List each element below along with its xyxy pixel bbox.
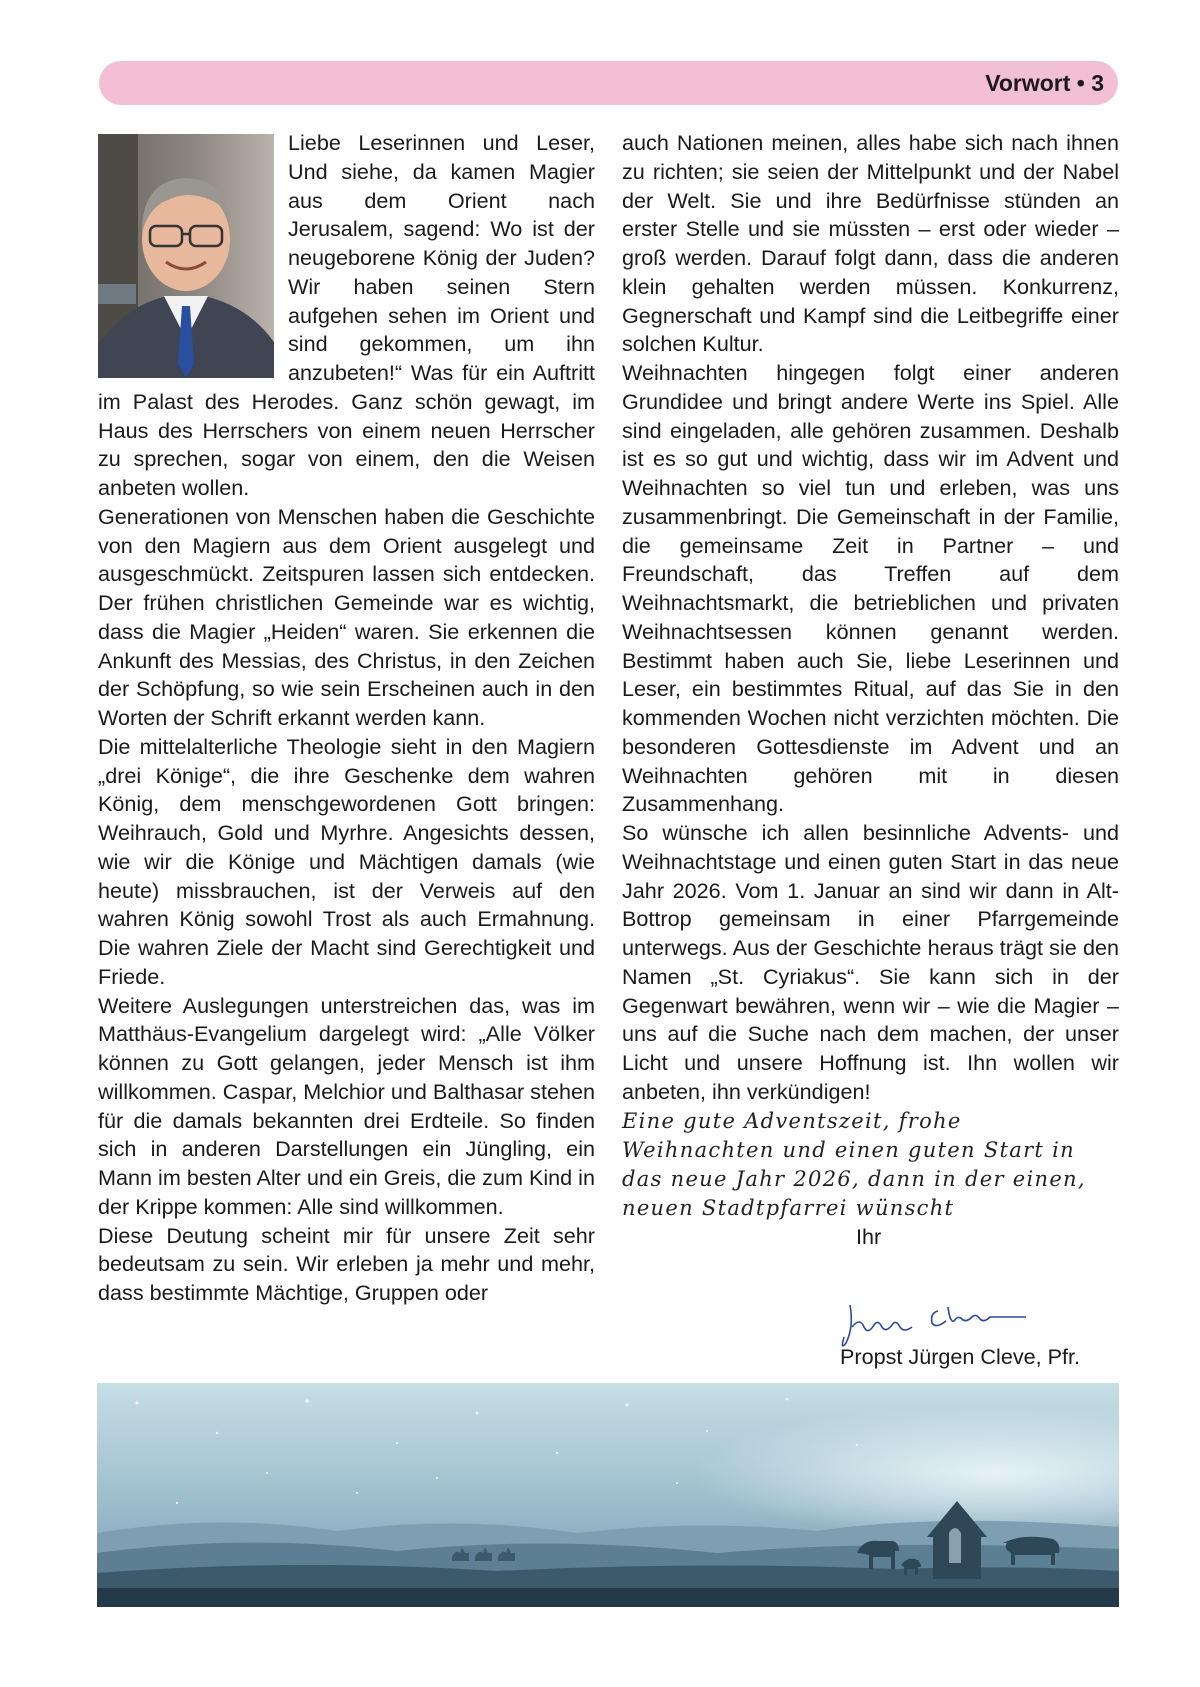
paragraph: Generationen von Menschen haben die Geschichte von den Magiern aus dem Orient ausgelegt und ausgeschmückt. Zeitspuren lassen sich entdecken. Der frühen christlichen Gemeinde war es wichtig, dass die Magier „Heiden“ waren. Sie erkennen die Ankunft des Messias, des Christus, in den Zeichen der Schöpfung, so wie sein Erscheinen auch in den Worten der Schrift erkannt werden kann. (98, 503, 595, 730)
handwritten-greeting: Eine gute Adventszeit, frohe Weihnachten und einen guten Start in das neue Jahr 2026, dann in der einen, neuen Stadtpfarrei wünscht (622, 1108, 1086, 1220)
signoff: Propst Jürgen Cleve, Pfr. (840, 1344, 1081, 1369)
portrait-photo-icon (98, 134, 274, 378)
page-section-label: Vorwort • 3 (985, 70, 1104, 96)
nativity-scene-icon (97, 1383, 1119, 1607)
paragraph: So wünsche ich allen besinnliche Advents- und Weihnachtstage und einen guten Start in das neue Jahr 2026. Vom 1. Januar an sind wir dann in Alt-Bottrop gemeinsam in einer Pfarrgemeinde unterwegs. Aus der Geschichte heraus trägt sie den Namen „St. Cyriakus“. Sie kann sich in der Gegenwart bewähren, wenn wir – wie die Magier – uns auf die Suche nach dem machen, der unser Licht und unsere Hoffnung ist. Ihn wollen wir anbeten, ihn verkündigen! (622, 820, 1119, 1104)
paragraph: Weitere Auslegungen unterstreichen das, was im Matthäus-Evangelium dargelegt wird: „Alle Völker können zu Gott gelangen, jeder Mensch ist ihm willkommen. Caspar, Melchior und Balthasar stehen für die damals bekannten drei Erdteile. So finden sich in anderen Darstellungen ein Jüngling, ein Mann im besten Alter und ein Greis, die zum Kind in der Krippe kommen: Alle sind willkommen. (98, 992, 595, 1219)
right-column (622, 129, 1119, 1251)
paragraph: Die mittelalterliche Theologie sieht in den Magiern „drei Könige“, die ihre Geschenke dem wahren König, dem menschgewordenen Gott bringen: Weihrauch, Gold und Myrhre. Angesichts dessen, wie wir die Könige und Mächtigen damals (wie heute) missbrauchen, ist der Verweis auf den wahren König sowohl Trost als auch Ermahnung. Die wahren Ziele der Macht sind Gerechtigkeit und Friede. (98, 733, 595, 989)
paragraph: Diese Deutung scheint mir für unsere Zeit sehr bedeutsam zu sein. Wir erleben ja mehr und mehr, dass bestimmte Mächtige, Gruppen oder (98, 1222, 595, 1305)
header-bar (99, 61, 1118, 105)
paragraph: auch Nationen meinen, alles habe sich nach ihnen zu richten; sie seien der Mittelpunkt und der Nabel der Welt. Sie und ihre Bedürfnisse stünden an erster Stelle und sie müssten – erst oder wieder – groß werden. Darauf folgt dann, dass die anderen klein gehalten werden müssen. Konkurrenz, Gegnerschaft und Kampf sind die Leitbegriffe einer solchen Kultur. (622, 130, 1119, 357)
paragraph: Liebe Leserinnen und Leser, Und siehe, da kamen Magier aus dem Orient nach Jerusalem, sagend: Wo ist der neugeborene König der Juden? Wir haben seinen Stern aufgehen sehen im Orient und sind gekommen, um ihn anzubeten!“ Was für ein Auftritt im Palast des Herodes. Ganz schön gewagt, im Haus des Herrschers von einem neuen Herrscher zu sprechen, sogar von einem, den die Weisen anbeten wollen. (98, 130, 595, 500)
paragraph: Weihnachten hingegen folgt einer anderen Grundidee und bringt andere Werte ins Spiel. Alle sind eingeladen, alle gehören zusammen. Deshalb ist es so gut und wichtig, dass wir im Advent und Weihnachten so viel tun und erleben, was uns zusammenbringt. Die Gemeinschaft in der Familie, die gemeinsame Zeit in Partner – und Freundschaft, das Treffen auf dem Weihnachtsmarkt, die betrieblichen und privaten Weihnachtsessen können genannt werden. Bestimmt haben auch Sie, liebe Leserinnen und Leser, ein bestimmtes Ritual, auf das Sie in den kommenden Wochen nicht verzichten möchten. Die besonderen Gottesdienste im Advent und an Weihnachten gehören mit in diesen Zusammenhang. (622, 360, 1119, 817)
left-column (98, 129, 595, 1308)
closing-word: Ihr (856, 1223, 882, 1249)
